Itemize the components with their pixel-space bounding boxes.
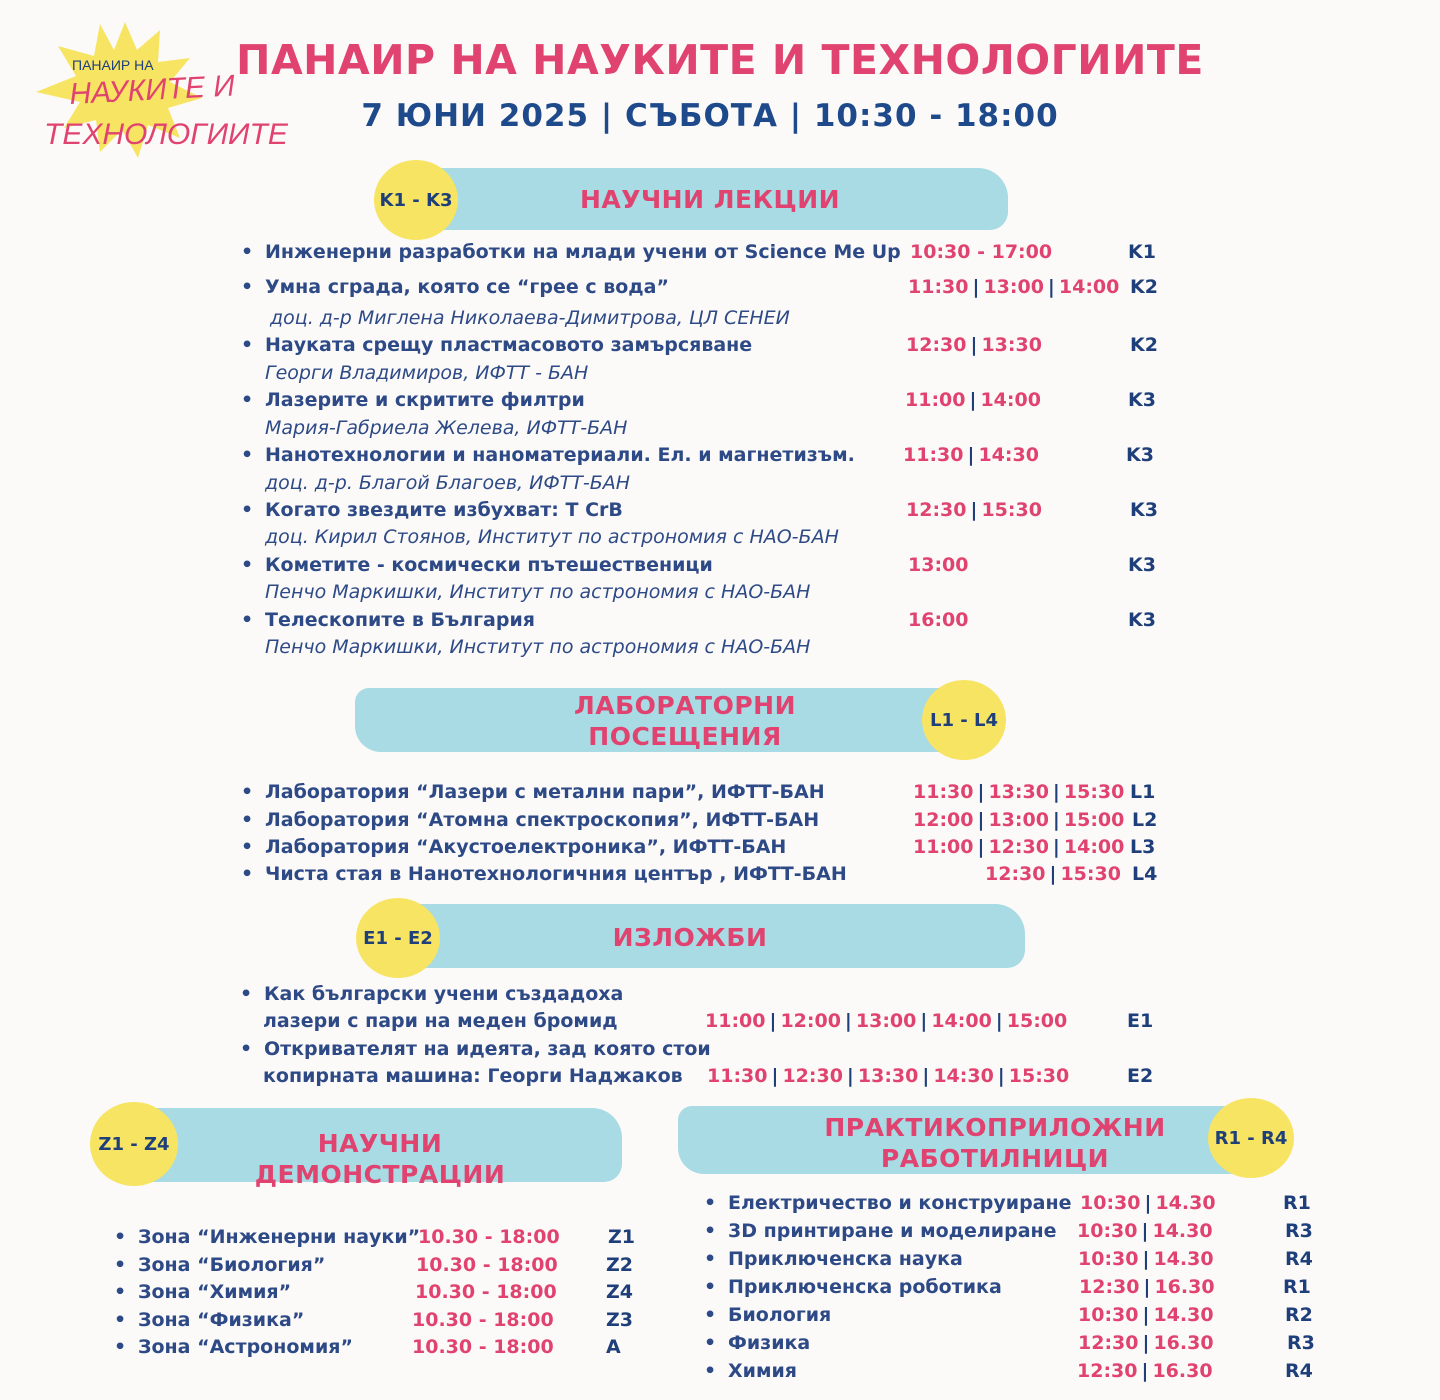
time-slot: 14.30 — [1153, 1248, 1214, 1270]
room-code: K3 — [1128, 389, 1156, 411]
time-slot: 13:00 — [988, 809, 1049, 831]
bullet-icon: • — [240, 983, 253, 1005]
time-slots — [908, 554, 968, 576]
time-separator: | — [846, 1065, 854, 1087]
time-slots — [1077, 1220, 1213, 1242]
time-slots — [1077, 1360, 1213, 1382]
lecture-title — [241, 389, 585, 411]
room-code: E2 — [1127, 1065, 1154, 1087]
demo-zone — [114, 1336, 353, 1358]
lab-title — [241, 836, 787, 858]
bullet-icon: • — [241, 809, 254, 831]
time-separator: | — [1144, 1192, 1152, 1214]
bullet-icon: • — [241, 241, 254, 263]
time-separator: | — [844, 1010, 852, 1032]
exhibition-title-text: Как български учени създадоха — [264, 983, 624, 1005]
workshops-range-badge: R1 - R4 — [1208, 1098, 1294, 1178]
time-separator: | — [977, 781, 985, 803]
room-code: K3 — [1128, 554, 1156, 576]
time-slot: 10:30 — [1078, 1248, 1139, 1270]
time-slot: 16.30 — [1154, 1276, 1215, 1298]
workshop-title-text: 3D принтиране и моделиране — [728, 1220, 1057, 1242]
lecture-title — [241, 276, 669, 298]
lab-title-text: Чиста стая в Нанотехнологичния център , ИФТТ-БАН — [265, 863, 847, 885]
time-slot: 11:00 — [705, 1010, 766, 1032]
time-slot: 14:00 — [931, 1010, 992, 1032]
time-slot: 13:30 — [857, 1065, 919, 1087]
time-slot: 11:30 — [913, 781, 974, 803]
labs-range-badge: L1 - L4 — [922, 680, 1006, 760]
bullet-icon: • — [241, 276, 254, 298]
time-slot: 10:30 — [1078, 1304, 1139, 1326]
time-separator: | — [1141, 1220, 1149, 1242]
time-slot: 12:00 — [780, 1010, 841, 1032]
lecture-title — [241, 334, 753, 356]
exhibition-title-text: Откривателят на идеята, зад която стои — [264, 1038, 711, 1060]
page-subtitle: 7 ЮНИ 2025 | СЪБОТА | 10:30 - 18:00 — [361, 98, 1059, 134]
demo-time: 10.30 - 18:00 — [412, 1309, 554, 1331]
exhibitions-title: ИЗЛОЖБИ — [612, 923, 768, 952]
time-separator: | — [1049, 863, 1057, 885]
lab-title-text: Лаборатория “Акустоелектроника”, ИФТТ-БАН — [265, 836, 787, 858]
room-code: R2 — [1285, 1304, 1313, 1326]
workshop-title — [704, 1220, 1057, 1242]
bullet-icon: • — [114, 1226, 127, 1248]
time-separator: | — [1142, 1248, 1150, 1270]
bullet-icon: • — [704, 1332, 717, 1354]
logo-line-1: ПАНАИР НА — [72, 57, 154, 73]
time-slot: 14:00 — [980, 389, 1041, 411]
time-slot: 12:30 — [1079, 1276, 1140, 1298]
room-code: E1 — [1127, 1010, 1154, 1032]
time-separator: | — [1142, 1332, 1150, 1354]
room-code: L3 — [1130, 836, 1156, 858]
demo-time: 10.30 - 18:00 — [412, 1336, 554, 1358]
time-separator: | — [969, 389, 977, 411]
workshops-title-line-2: РАБОТИЛНИЦИ — [880, 1144, 1110, 1173]
time-separator: | — [1052, 836, 1060, 858]
time-slot: 15:00 — [1006, 1010, 1068, 1032]
workshop-title — [704, 1332, 811, 1354]
demo-zone — [114, 1309, 305, 1331]
workshop-title — [704, 1192, 1072, 1214]
room-code: K1 — [1128, 241, 1156, 263]
bullet-icon: • — [704, 1220, 717, 1242]
room-code: K3 — [1126, 444, 1154, 466]
time-slot: 15:00 — [1063, 809, 1125, 831]
time-separator: | — [995, 1010, 1003, 1032]
workshop-title-text: Химия — [728, 1360, 798, 1382]
time-slots — [903, 444, 1039, 466]
time-slots — [905, 389, 1041, 411]
demo-zone-text: Зона “Биология” — [138, 1254, 326, 1276]
time-slot: 12:30 — [1078, 1332, 1139, 1354]
bullet-icon: • — [704, 1248, 717, 1270]
time-slot: 12:30 — [906, 334, 967, 356]
time-slot: 10:30 - 17:00 — [910, 241, 1053, 263]
zone-code: Z4 — [606, 1281, 633, 1303]
time-separator: | — [1141, 1360, 1149, 1382]
time-slot: 16.30 — [1153, 1332, 1214, 1354]
time-slot: 14.30 — [1155, 1192, 1216, 1214]
time-separator: | — [1052, 781, 1060, 803]
logo-line-2: НАУКИТЕ И — [68, 69, 236, 111]
demo-zone-text: Зона “Инженерни науки” — [138, 1226, 421, 1248]
bullet-icon: • — [114, 1309, 127, 1331]
bullet-icon: • — [241, 609, 254, 631]
workshop-title-text: Приключенска роботика — [728, 1276, 1002, 1298]
zone-code: Z3 — [606, 1309, 633, 1331]
lecture-speaker: Георги Владимиров, ИФТТ - БАН — [265, 362, 589, 384]
time-separator: | — [970, 499, 978, 521]
lecture-title-text: Лазерите и скритите филтри — [265, 389, 585, 411]
lecture-title — [241, 609, 535, 631]
time-slots — [913, 781, 1124, 803]
time-slot: 11:00 — [905, 389, 966, 411]
bullet-icon: • — [241, 444, 254, 466]
time-slot: 14:30 — [978, 444, 1039, 466]
time-slot: 16.30 — [1152, 1360, 1213, 1382]
workshop-title — [704, 1248, 963, 1270]
demo-zone-text: Зона “Химия” — [138, 1281, 292, 1303]
demo-zone — [114, 1254, 326, 1276]
time-slot: 15:30 — [1060, 863, 1121, 885]
room-code: L4 — [1132, 863, 1158, 885]
page-title: ПАНАИР НА НАУКИТЕ И ТЕХНОЛОГИИТЕ — [236, 36, 1204, 84]
time-separator: | — [997, 1065, 1005, 1087]
time-slot: 12:30 — [782, 1065, 843, 1087]
room-code: R1 — [1283, 1192, 1311, 1214]
time-slots — [906, 499, 1042, 521]
time-slot: 13:00 — [855, 1010, 917, 1032]
time-separator: | — [1052, 809, 1060, 831]
lecture-title-text: Науката срещу пластмасовото замърсяване — [265, 334, 753, 356]
bullet-icon: • — [114, 1281, 127, 1303]
lab-title-text: Лаборатория “Атомна спектроскопия”, ИФТТ-БАН — [265, 809, 820, 831]
time-slot: 11:00 — [913, 836, 974, 858]
zone-code: Z2 — [606, 1254, 633, 1276]
time-slot: 15:30 — [1008, 1065, 1070, 1087]
lecture-title-text: Кометите - космически пътешественици — [265, 554, 713, 576]
time-slots — [910, 241, 1052, 263]
demo-zone — [114, 1281, 292, 1303]
demo-zone — [114, 1226, 421, 1248]
workshop-title-text: Приключенска наука — [728, 1248, 963, 1270]
bullet-icon: • — [241, 836, 254, 858]
room-code: R4 — [1285, 1360, 1313, 1382]
room-code: R1 — [1283, 1276, 1311, 1298]
lab-title-text: Лаборатория “Лазери с метални пари”, ИФТТ-БАН — [265, 781, 825, 803]
time-separator: | — [970, 334, 978, 356]
lab-title — [241, 863, 847, 885]
time-separator: | — [977, 836, 985, 858]
time-slot: 13:30 — [981, 334, 1042, 356]
time-slot: 14:30 — [933, 1065, 994, 1087]
bullet-icon: • — [241, 781, 254, 803]
bullet-icon: • — [114, 1254, 127, 1276]
lecture-title-text: Умна сграда, която се “грее с вода” — [265, 276, 669, 298]
time-slot: 14.30 — [1152, 1220, 1213, 1242]
demo-time: 10.30 - 18:00 — [416, 1254, 558, 1276]
lecture-speaker: Мария-Габриела Желева, ИФТТ-БАН — [265, 417, 628, 439]
time-slot: 12:30 — [1077, 1360, 1138, 1382]
time-slots — [1078, 1304, 1214, 1326]
bullet-icon: • — [704, 1276, 717, 1298]
time-slots — [1078, 1248, 1214, 1270]
demo-zone-text: Зона “Астрономия” — [138, 1336, 353, 1358]
room-code: K3 — [1128, 609, 1156, 631]
exhibition-title-line-2: копирната машина: Георги Наджаков — [263, 1065, 683, 1087]
time-separator: | — [1142, 1304, 1150, 1326]
lecture-speaker: доц. д-р. Благой Благоев, ИФТТ-БАН — [265, 472, 631, 494]
time-separator: | — [967, 444, 975, 466]
time-slots — [913, 809, 1124, 831]
room-code: R3 — [1285, 1220, 1313, 1242]
time-slots — [1080, 1192, 1216, 1214]
time-slot: 16:00 — [908, 609, 969, 631]
bullet-icon: • — [241, 389, 254, 411]
zone-code: Z1 — [608, 1226, 635, 1248]
time-slot: 15:30 — [1063, 781, 1125, 803]
time-slots — [908, 609, 968, 631]
logo-line-3: ТЕХНОЛОГИИТЕ — [44, 118, 288, 151]
bullet-icon: • — [704, 1192, 717, 1214]
exhibition-title-line-2: лазери с пари на меден бромид — [263, 1010, 618, 1032]
labs-title-line-2: ПОСЕЩЕНИЯ — [588, 722, 782, 751]
time-slot: 11:30 — [903, 444, 964, 466]
lecture-title-text: Телескопите в България — [265, 609, 535, 631]
lectures-title: НАУЧНИ ЛЕКЦИИ — [579, 185, 841, 214]
time-slot: 10:30 — [1080, 1192, 1141, 1214]
bullet-icon: • — [241, 499, 254, 521]
workshop-title-text: Физика — [728, 1332, 811, 1354]
workshop-title-text: Електричество и конструиране — [728, 1192, 1072, 1214]
time-slot: 14:00 — [1063, 836, 1125, 858]
time-slot: 12:30 — [988, 836, 1049, 858]
time-separator: | — [920, 1010, 928, 1032]
bullet-icon: • — [241, 554, 254, 576]
time-slot: 14:00 — [1058, 276, 1120, 298]
lecture-title-text: Нанотехнологии и наноматериали. Ел. и магнетизъм. — [265, 444, 855, 466]
bullet-icon: • — [704, 1360, 717, 1382]
time-slots — [913, 836, 1124, 858]
demo-time: 10.30 - 18:00 — [415, 1281, 557, 1303]
time-slots — [707, 1065, 1069, 1087]
time-slot: 15:30 — [981, 499, 1042, 521]
bullet-icon: • — [114, 1336, 127, 1358]
workshop-title-text: Биология — [728, 1304, 832, 1326]
lecture-title — [241, 241, 901, 263]
demos-range-badge: Z1 - Z4 — [90, 1102, 178, 1186]
workshop-title — [704, 1276, 1002, 1298]
lecture-title — [241, 499, 623, 521]
lab-title — [241, 809, 820, 831]
lectures-range-badge: K1 - K3 — [374, 160, 458, 240]
time-separator: | — [769, 1010, 777, 1032]
time-slot: 13:00 — [908, 554, 969, 576]
room-code: K3 — [1130, 499, 1158, 521]
exhibition-title-line-1 — [240, 983, 624, 1005]
time-slots — [985, 863, 1121, 885]
time-slot: 12:30 — [985, 863, 1046, 885]
room-code: L2 — [1132, 809, 1158, 831]
bullet-icon: • — [241, 863, 254, 885]
zone-code: A — [606, 1336, 621, 1358]
time-slot: 11:30 — [908, 276, 969, 298]
room-code: K2 — [1130, 334, 1158, 356]
time-slot: 13:30 — [988, 781, 1049, 803]
time-slots — [1078, 1332, 1214, 1354]
workshop-title — [704, 1360, 798, 1382]
bullet-icon: • — [240, 1038, 253, 1060]
time-separator: | — [977, 809, 985, 831]
lecture-speaker: Пенчо Маркишки, Институт по астрономия с НАО-БАН — [265, 636, 811, 658]
bullet-icon: • — [704, 1304, 717, 1326]
time-slots — [906, 334, 1042, 356]
time-slot: 12:30 — [906, 499, 967, 521]
lecture-speaker: доц. д-р Миглена Николаева-Димитрова, ЦЛ СЕНЕИ — [270, 307, 790, 329]
time-separator: | — [922, 1065, 930, 1087]
room-code: R4 — [1285, 1248, 1313, 1270]
lecture-speaker: Пенчо Маркишки, Институт по астрономия с НАО-БАН — [265, 581, 811, 603]
time-slots — [1079, 1276, 1215, 1298]
time-slot: 13:00 — [983, 276, 1044, 298]
room-code: K2 — [1130, 276, 1158, 298]
demos-title: НАУЧНИ ДЕМОНСТРАЦИИ — [254, 1129, 506, 1189]
lecture-title — [241, 554, 713, 576]
time-separator: | — [771, 1065, 779, 1087]
exhibitions-range-badge: E1 - E2 — [356, 898, 440, 978]
lecture-title-text: Когато звездите избухват: T CrB — [265, 499, 623, 521]
bullet-icon: • — [241, 334, 254, 356]
workshops-title-line-1: ПРАКТИКОПРИЛОЖНИ — [824, 1113, 1166, 1142]
time-slot: 10:30 — [1077, 1220, 1138, 1242]
time-slot: 14.30 — [1153, 1304, 1214, 1326]
demo-time: 10.30 - 18:00 — [418, 1226, 560, 1248]
time-slot: 12:00 — [913, 809, 974, 831]
exhibition-title-line-1 — [240, 1038, 711, 1060]
lab-title — [241, 781, 825, 803]
time-separator: | — [972, 276, 980, 298]
room-code: R3 — [1287, 1332, 1315, 1354]
time-slot: 11:30 — [707, 1065, 768, 1087]
time-slots — [705, 1010, 1067, 1032]
time-slots — [908, 276, 1119, 298]
labs-title-line-1: ЛАБОРАТОРНИ — [573, 691, 797, 720]
lecture-title — [241, 444, 855, 466]
time-separator: | — [1143, 1276, 1151, 1298]
lecture-speaker: доц. Кирил Стоянов, Институт по астрономия с НАО-БАН — [265, 526, 839, 548]
demo-zone-text: Зона “Физика” — [138, 1309, 305, 1331]
room-code: L1 — [1130, 781, 1156, 803]
lecture-title-text: Инженерни разработки на млади учени от Science Me Up — [265, 241, 901, 263]
workshop-title — [704, 1304, 832, 1326]
time-separator: | — [1047, 276, 1055, 298]
